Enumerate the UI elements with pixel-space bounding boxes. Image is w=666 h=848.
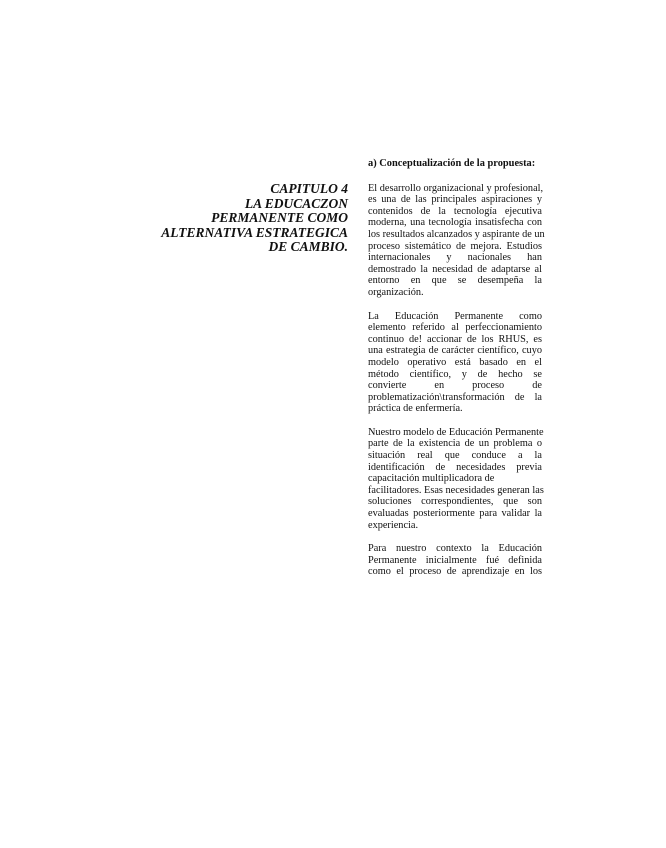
chapter-title-line: PERMANENTE COMO	[211, 210, 348, 226]
paragraph-line: práctica de enfermería.	[368, 403, 463, 415]
paragraph-line: como el proceso de aprendizaje en los	[368, 566, 542, 578]
paragraph-line: evaluadas posteriormente para validar la	[368, 508, 542, 520]
paragraph-line: identificación de necesidades previa	[368, 461, 542, 473]
paragraph-line: situación real que conduce a la	[368, 450, 542, 462]
paragraph-line: Nuestro modelo de Educación Permanente	[368, 426, 544, 438]
paragraph-line: problematización\transformación de la	[368, 391, 542, 403]
paragraph-line: es una de las principales aspiraciones y	[368, 194, 542, 206]
paragraph-line: una estrategia de carácter científico, cuyo	[368, 345, 542, 357]
paragraph-line: organización.	[368, 286, 424, 298]
paragraph-line: entorno en que se desempeña la	[368, 275, 542, 287]
paragraph-line: contenidos de la tecnología ejecutiva	[368, 205, 542, 217]
chapter-title-line: DE CAMBIO.	[268, 239, 348, 255]
paragraph-line: experiencia.	[368, 519, 419, 531]
paragraph-line: continuo de! accionar de los RHUS, es	[368, 333, 542, 345]
paragraph	[368, 182, 545, 299]
paragraph-line: demostrado la necesidad de adaptarse al	[368, 263, 542, 275]
paragraph	[368, 427, 542, 531]
paragraph-line: moderna, una tecnología insatisfecha con	[368, 217, 542, 229]
paragraph-line: parte de la existencia de un problema o	[368, 438, 542, 450]
paragraph-line: capacitación multiplicadora de	[368, 473, 495, 485]
paragraph-line: los resultados alcanzados y aspirante de un	[368, 228, 545, 240]
paragraph-line: proceso sistemático de mejora. Estudios	[368, 240, 542, 252]
paragraph-line: La Educación Permanente como	[368, 310, 542, 322]
section-heading: a) Conceptualización de la propuesta:	[368, 158, 536, 169]
chapter-title-line: LA EDUCACZON	[244, 195, 348, 211]
paragraph-line: modelo operativo está basado en el	[368, 356, 542, 368]
chapter-title-line: ALTERNATIVA ESTRATEGICA	[161, 224, 348, 240]
paragraph-line: facilitadores. Esas necesidades generan las	[368, 484, 544, 496]
paragraph	[368, 311, 542, 415]
paragraph-line: Permanente inicialmente fué definida	[368, 554, 542, 566]
paragraph-line: Para nuestro contexto la Educación	[368, 543, 542, 555]
paragraph-line: método científico, y de hecho se	[368, 368, 542, 380]
chapter-title	[150, 182, 348, 255]
body-column	[368, 158, 545, 590]
paragraph	[368, 543, 542, 578]
paragraph-line: soluciones correspondientes, que son	[368, 496, 542, 508]
chapter-title-line: CAPITULO 4	[270, 181, 348, 196]
paragraph-line: internacionales y nacionales han	[368, 252, 542, 264]
paragraph-line: El desarrollo organizacional y profesional,	[368, 182, 544, 194]
paragraph-line: convierte en proceso de	[368, 380, 542, 392]
paragraph-line: elemento referido al perfeccionamiento	[368, 322, 542, 334]
